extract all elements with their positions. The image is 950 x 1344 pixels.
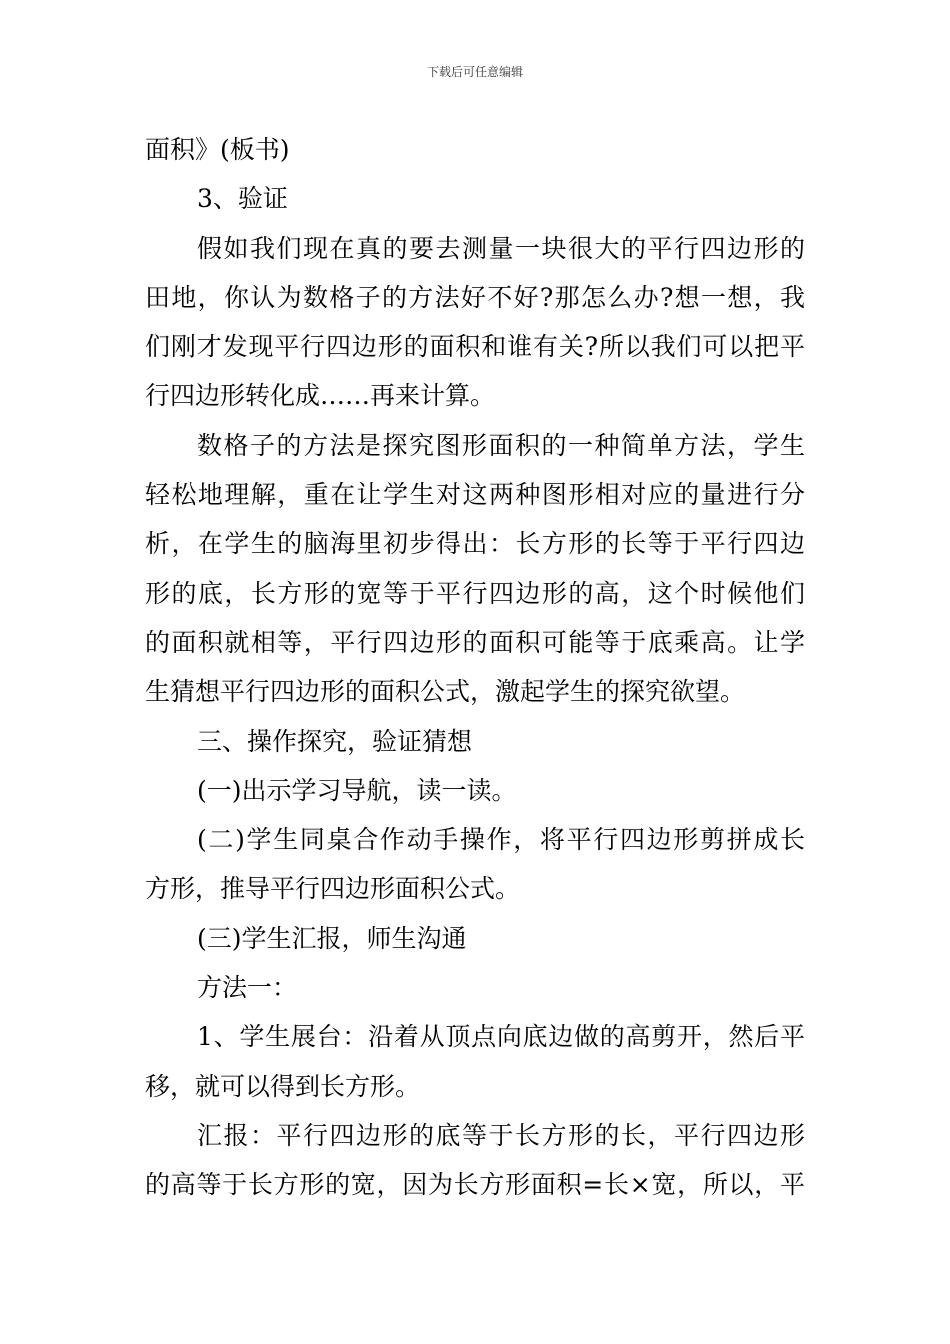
page-header-note: 下载后可任意编辑 (426, 65, 523, 79)
paragraph-line: 3、验证 (197, 184, 288, 214)
paragraph-line: 移，就可以得到长方形。 (145, 1071, 421, 1101)
paragraph-line: 面积》(板书) (145, 135, 290, 164)
paragraph-line: (一)出示学习导航，读一读。 (197, 775, 517, 805)
section-heading: 三、操作探究，验证猜想 (197, 726, 473, 756)
paragraph-line: 假如我们现在真的要去测量一块很大的平行四边形的 (197, 233, 805, 263)
paragraph-line: 汇报：平行四边形的底等于长方形的长，平行四边形 (197, 1120, 805, 1150)
paragraph-line: 1、学生展台：沿着从顶点向底边做的高剪开，然后平 (197, 1022, 805, 1052)
paragraph-line: 析，在学生的脑海里初步得出：长方形的长等于平行四边 (145, 529, 805, 559)
paragraph-line: 方法一： (197, 973, 298, 1003)
paragraph-line: 方形，推导平行四边形面积公式。 (145, 874, 521, 904)
document-body (145, 125, 805, 1210)
paragraph-line: 们刚才发现平行四边形的面积和谁有关?所以我们可以把平 (145, 332, 805, 362)
paragraph-line: 的面积就相等，平行四边形的面积可能等于底乘高。让学 (145, 627, 805, 657)
paragraph-line: 行四边形转化成……再来计算。 (145, 381, 496, 411)
paragraph-line: 生猜想平行四边形的面积公式，激起学生的探究欲望。 (145, 677, 746, 707)
paragraph-line: 的高等于长方形的宽，因为长方形面积=长×宽，所以，平 (145, 1170, 805, 1200)
paragraph-line: 形的底，长方形的宽等于平行四边形的高，这个时候他们 (145, 578, 805, 608)
paragraph-line: 数格子的方法是探究图形面积的一种简单方法，学生 (197, 430, 805, 460)
paragraph-line: (二)学生同桌合作动手操作，将平行四边形剪拼成长 (197, 825, 805, 855)
paragraph-line: 田地，你认为数格子的方法好不好?那怎么办?想一想，我 (145, 282, 805, 312)
paragraph-line: 轻松地理解，重在让学生对这两种图形相对应的量进行分 (145, 480, 805, 510)
paragraph-line: (三)学生汇报，师生沟通 (197, 923, 467, 953)
